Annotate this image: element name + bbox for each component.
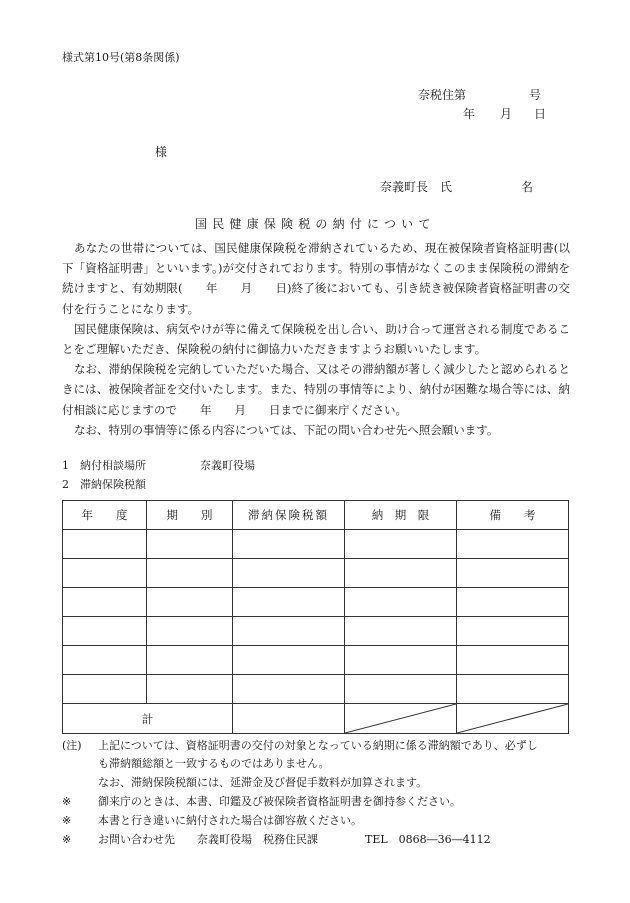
- total-label: 計: [63, 704, 233, 734]
- sender-name-suffix: 名: [521, 180, 534, 194]
- note-1-line-2: も滞納額総額と一致するものではありません。: [98, 757, 330, 770]
- body-text: [62, 238, 570, 440]
- body-paragraph-1: あなたの世帯については、国民健康保険税を滞納されているため、現在被保険者資格証明書(以下「資格証明書」といいます。)が交付されております。特別の事情がなくこのまま保険税の滞納を続けますと、有効期限( 年 月 日)終了後においても、引き続き被保険者資格証明書の交付を行うことになります。: [62, 241, 570, 316]
- contact-info: お問い合わせ先 奈義町役場 税務住民課: [98, 833, 318, 846]
- body-paragraph-3: なお、滞納保険税を完納していただいた場合、又はその滞納額が著しく減少したと認められるときには、被保険者証を交付いたします。また、特別の事情等により、納付が困難な場合等には、納付相談に応じますので 年 月 日までに御来庁ください。: [62, 362, 570, 417]
- table-row: [63, 617, 569, 646]
- table-total-row: [63, 704, 569, 734]
- date-year: 年: [463, 107, 476, 121]
- note-3-mark: ※: [62, 795, 72, 808]
- diagonal-slash-icon: [457, 704, 568, 733]
- table-row: [63, 559, 569, 588]
- document-title: 国民健康保険税の納付について: [195, 217, 436, 231]
- doc-number-prefix: 奈税住第: [418, 88, 467, 102]
- note-5-mark: ※: [62, 833, 72, 846]
- note-4-mark: ※: [62, 814, 72, 827]
- header-remarks: 備 考: [457, 501, 569, 530]
- table-row: [63, 588, 569, 617]
- section-1-value: 奈義町役場: [200, 459, 255, 472]
- table-row: [63, 646, 569, 675]
- note-4: 本書と行き違いに納付された場合は御容赦ください。: [98, 814, 362, 827]
- header-year: 年 度: [63, 501, 147, 530]
- date-month: 月: [500, 107, 513, 121]
- note-2: なお、滞納保険税額には、延滞金及び督促手数料が加算されます。: [98, 776, 428, 789]
- tax-arrears-table: [62, 500, 569, 734]
- diagonal-slash-icon: [345, 704, 456, 733]
- section-2-label: 2 滞納保険税額: [62, 478, 146, 491]
- doc-number-suffix: 号: [529, 88, 542, 102]
- total-remarks-slash: [457, 704, 569, 734]
- table-row: [63, 530, 569, 559]
- body-paragraph-4: なお、特別の事情等に係る内容については、下記の問い合わせ先へ照会願います。: [74, 422, 499, 437]
- form-label: 様式第10号(第8条関係): [62, 51, 180, 64]
- addressee-suffix: 様: [155, 145, 168, 159]
- header-period: 期 別: [147, 501, 233, 530]
- header-due-date: 納 期 限: [345, 501, 457, 530]
- total-due-date-slash: [345, 704, 457, 734]
- total-amount-cell: [233, 704, 345, 734]
- body-paragraph-2: 国民健康保険は、病気やけが等に備えて保険税を出し合い、助け合って運営される制度であることをご理解いただき、保険税の納付に御協力いただきますようお願いいたします。: [62, 321, 570, 357]
- table-header-row: [63, 501, 569, 530]
- note-1-line-1: 上記については、資格証明書の交付の対象となっている納期に係る滞納額であり、必ずし: [98, 739, 538, 752]
- sender-title: 奈義町長 氏: [380, 180, 453, 194]
- header-amount: 滞納保険税額: [233, 501, 345, 530]
- table-row: [63, 675, 569, 704]
- date-day: 日: [534, 107, 547, 121]
- section-1-label: 1 納付相談場所: [62, 459, 146, 472]
- note-3: 御来庁のときは、本書、印鑑及び被保険者資格証明書を御持参ください。: [98, 795, 461, 808]
- note-1-mark: (注): [62, 739, 82, 752]
- contact-phone: TEL 0868―36―4112: [365, 833, 491, 846]
